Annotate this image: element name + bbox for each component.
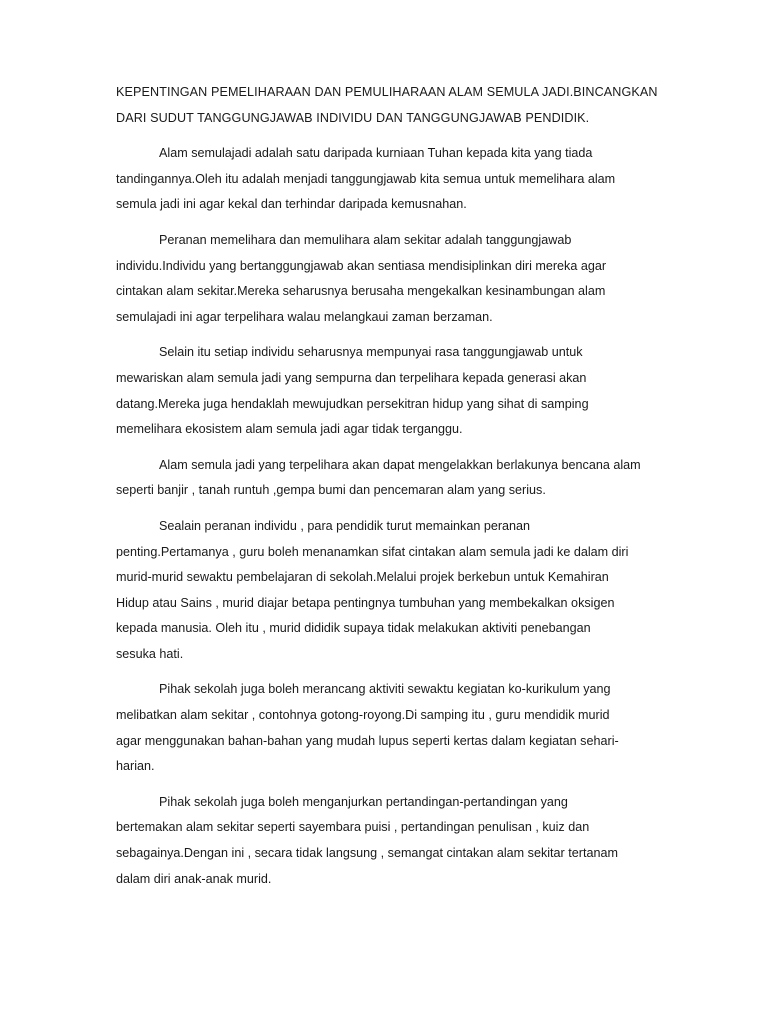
text-line: memelihara ekosistem alam semula jadi agar tidak terganggu.	[116, 422, 463, 437]
paragraph	[116, 790, 656, 892]
document-body	[116, 80, 656, 902]
paragraph	[116, 228, 656, 330]
text-line: murid-murid sewaktu pembelajaran di sekolah.Melalui projek berkebun untuk Kemahiran	[116, 570, 609, 585]
text-line: agar menggunakan bahan-bahan yang mudah lupus seperti kertas dalam kegiatan sehari-	[116, 733, 619, 748]
text-line: penting.Pertamanya , guru boleh menanamkan sifat cintakan alam semula jadi ke dalam diri	[116, 544, 629, 559]
text-line: melibatkan alam sekitar , contohnya gotong-royong.Di samping itu , guru mendidik murid	[116, 708, 610, 723]
text-line: Alam semulajadi adalah satu daripada kurniaan Tuhan kepada kita yang tiada	[159, 146, 593, 161]
text-line: tandingannya.Oleh itu adalah menjadi tanggungjawab kita semua untuk memelihara alam	[116, 171, 616, 186]
text-line: datang.Mereka juga hendaklah mewujudkan persekitran hidup yang sihat di samping	[116, 396, 589, 411]
paragraph	[116, 677, 656, 779]
text-line: Pihak sekolah juga boleh menganjurkan pertandingan-pertandingan yang	[159, 794, 568, 809]
title-line: KEPENTINGAN PEMELIHARAAN DAN PEMULIHARAAN ALAM SEMULA JADI.BINCANGKAN	[116, 85, 658, 99]
text-line: sebagainya.Dengan ini , secara tidak langsung , semangat cintakan alam sekitar tertanam	[116, 846, 618, 861]
paragraph	[116, 514, 656, 668]
text-line: individu.Individu yang bertanggungjawab akan sentiasa mendisiplinkan diri mereka agar	[116, 258, 607, 273]
text-line: cintakan alam sekitar.Mereka seharusnya berusaha mengekalkan kesinambungan alam	[116, 284, 606, 299]
paragraph	[116, 340, 656, 442]
paragraph	[116, 453, 656, 504]
title-line: DARI SUDUT TANGGUNGJAWAB INDIVIDU DAN TANGGUNGJAWAB PENDIDIK.	[116, 110, 590, 125]
document-title	[116, 80, 656, 131]
text-line: Pihak sekolah juga boleh merancang aktiviti sewaktu kegiatan ko-kurikulum yang	[159, 682, 611, 697]
paragraph	[116, 141, 656, 218]
text-line: harian.	[116, 759, 155, 774]
text-line: sesuka hati.	[116, 646, 184, 661]
text-line: Alam semula jadi yang terpelihara akan dapat mengelakkan berlakunya bencana alam	[159, 457, 641, 472]
text-line: Selain itu setiap individu seharusnya mempunyai rasa tanggungjawab untuk	[159, 345, 583, 360]
text-line: kepada manusia. Oleh itu , murid dididik supaya tidak melakukan aktiviti penebangan	[116, 621, 591, 636]
text-line: semula jadi ini agar kekal dan terhindar daripada kemusnahan.	[116, 197, 467, 212]
text-line: Peranan memelihara dan memulihara alam sekitar adalah tanggungjawab	[159, 232, 572, 247]
text-line: semulajadi ini agar terpelihara walau melangkaui zaman berzaman.	[116, 309, 493, 324]
text-line: Hidup atau Sains , murid diajar betapa pentingnya tumbuhan yang membekalkan oksigen	[116, 595, 615, 610]
text-line: bertemakan alam sekitar seperti sayembara puisi , pertandingan penulisan , kuiz dan	[116, 820, 590, 835]
text-line: seperti banjir , tanah runtuh ,gempa bumi dan pencemaran alam yang serius.	[116, 483, 546, 498]
text-line: mewariskan alam semula jadi yang sempurna dan terpelihara kepada generasi akan	[116, 370, 587, 385]
text-line: dalam diri anak-anak murid.	[116, 871, 272, 886]
text-line: Sealain peranan individu , para pendidik turut memainkan peranan	[159, 518, 531, 533]
